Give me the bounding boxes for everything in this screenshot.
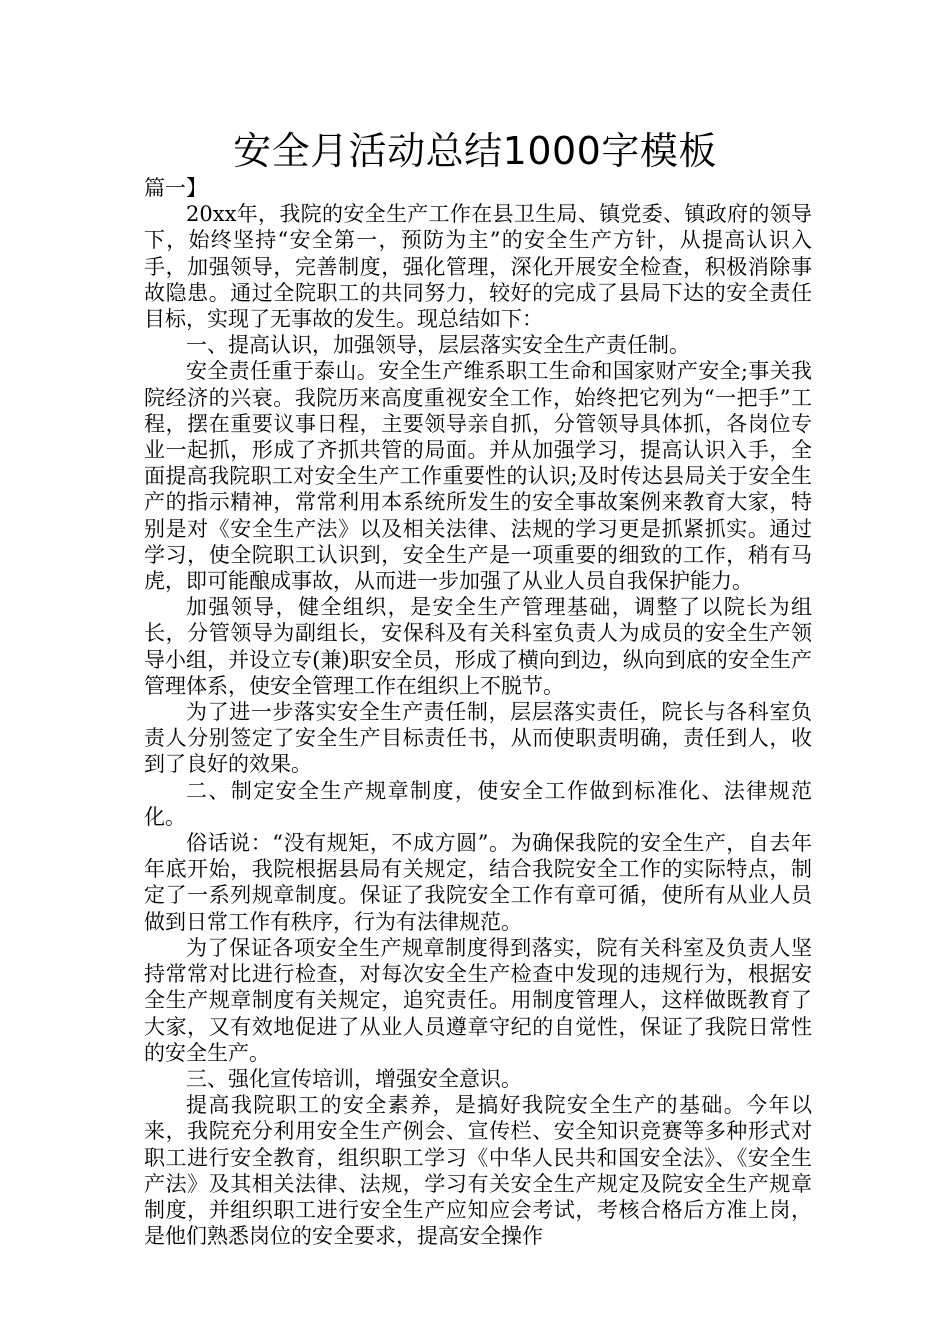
body-paragraph: 加强领导，健全组织，是安全生产管理基础，调整了以院长为组长，分管领导为副组长，安保科及有关科室负责人为成员的安全生产领导小组，并设立专(兼)职安全员，形成了横向到边，纵向到底的安全生产管理体系，使安全管理工作在组织上不脱节。 <box>144 595 812 698</box>
document-body <box>144 175 812 1249</box>
body-paragraph: 为了进一步落实安全生产责任制，层层落实责任，院长与各科室负责人分别签定了安全生产目标责任书，从而使职责明确，责任到人，收到了良好的效果。 <box>144 700 812 777</box>
section-heading-3: 三、强化宣传培训，增强安全意识。 <box>186 1066 522 1091</box>
section-heading-1: 一、提高认识，加强领导，层层落实安全生产责任制。 <box>186 333 690 358</box>
document-title: 安全月活动总结1000字模板 <box>233 129 717 173</box>
body-paragraph: 为了保证各项安全生产规章制度得到落实，院有关科室及负责人坚持常常对比进行检查，对每次安全生产检查中发现的违规行为，根据安全生产规章制度有关规定，追究责任。用制度管理人，这样做既教育了大家，又有效地促进了从业人员遵章守纪的自觉性，保证了我院日常性的安全生产。 <box>144 935 812 1065</box>
body-paragraph: 提高我院职工的安全素养，是搞好我院安全生产的基础。今年以来，我院充分利用安全生产例会、宣传栏、安全知识竞赛等多种形式对职工进行安全教育，组织职工学习《中华人民共和国安全法》、《安全生产法》及其相关法律、法规，学习有关安全生产规定及院安全生产规章制度，并组织职工进行安全生产应知应会考试，考核合格后方准上岗，是他们熟悉岗位的安全要求，提高安全操作 <box>144 1093 812 1249</box>
section-heading-2: 二、制定安全生产规章制度，使安全工作做到标准化、法律规范化。 <box>144 778 812 829</box>
intro-paragraph: 20xx年，我院的安全生产工作在县卫生局、镇党委、镇政府的领导下，始终坚持“安全第一，预防为主”的安全生产方针，从提高认识入手，加强领导，完善制度，强化管理，深化开展安全检查，积极消除事故隐患。通过全院职工的共同努力，较好的完成了县局下达的安全责任目标，实现了无事故的发生。现总结如下： <box>144 202 812 332</box>
body-paragraph: 安全责任重于泰山。安全生产维系职工生命和国家财产安全;事关我院经济的兴衰。我院历来高度重视安全工作，始终把它列为“一把手”工程，摆在重要议事日程，主要领导亲自抓，分管领导具体抓，各岗位专业一起抓，形成了齐抓共管的局面。并从加强学习，提高认识入手，全面提高我院职工对安全生产工作重要性的认识;及时传达县局关于安全生产的指示精神，常常利用本系统所发生的安全事故案例来教育大家，特别是对《安全生产法》以及相关法律、法规的学习更是抓紧抓实。通过学习，使全院职工认识到，安全生产是一项重要的细致的工作，稍有马虎，即可能酿成事故，从而进一步加强了从业人员自我保护能力。 <box>144 359 812 594</box>
body-paragraph: 俗话说：“没有规矩，不成方圆”。为确保我院的安全生产，自去年年底开始，我院根据县局有关规定，结合我院安全工作的实际特点，制定了一系列规章制度。保证了我院安全工作有章可循，使所有从业人员做到日常工作有秩序，行为有法律规范。 <box>144 831 812 934</box>
section-label: 篇一】 <box>144 176 207 200</box>
